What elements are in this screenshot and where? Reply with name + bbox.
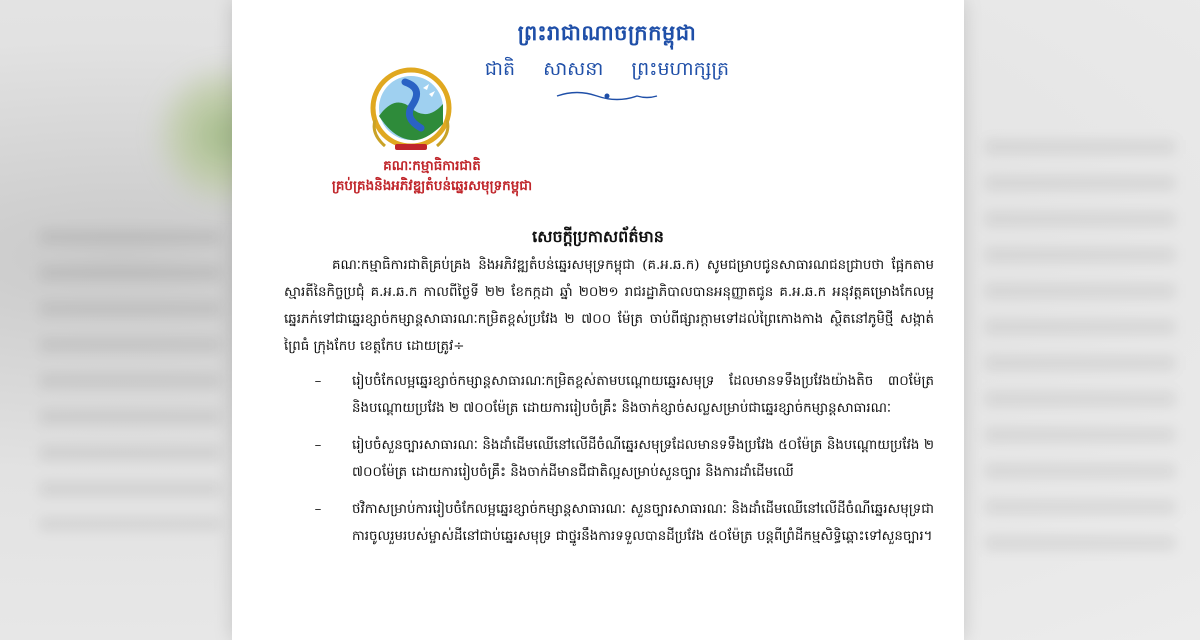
ornament-divider (547, 89, 667, 103)
organization-name-line2: គ្រប់គ្រងនិងអភិវឌ្ឍតំបន់ឆ្នេរសមុទ្រកម្ពុជា (331, 178, 533, 194)
organization-name (282, 156, 582, 196)
notice-title: សេចក្តីប្រកាសព័ត៌មាន (532, 227, 664, 246)
document-page (232, 0, 964, 640)
blurred-text-right (985, 140, 1175, 560)
list-item (284, 496, 934, 550)
notice-intro-paragraph: គណៈកម្មាធិការជាតិគ្រប់គ្រង និងអភិវឌ្ឍតំបន់ឆ្នេរសមុទ្រកម្ពុជា (គ.អ.ឆ.ក) សូមជម្រាបជូនសាធារណជនជ្រាបថា ផ្អែកតាមស្មារតីនៃកិច្ចប្រជុំ គ.អ.ឆ.ក កាលពីថ្ងៃទី ២២ ខែកក្កដា ឆ្នាំ ២០២១ រាជរដ្ឋាភិបាលបានអនុញ្ញាតជូន គ.អ.ឆ.ក អនុវត្តគម្រោងកែលម្អឆ្នេរភក់ទៅជាឆ្នេរខ្សាច់កម្សាន្តសាធារណៈកម្រិតខ្ពស់ប្រវែង ២ ៧០០ ម៉ែត្រ ចាប់ពីផ្សារក្តាមទៅដល់ព្រៃកោងកាង ស្ថិតនៅភូមិថ្មី សង្កាត់ព្រៃធំ ក្រុងកែប ខេត្តកែប ដោយត្រូវ÷ (284, 258, 934, 354)
organization-name-line1: គណៈកម្មាធិការជាតិ (383, 158, 481, 174)
kingdom-title: ព្រះរាជាណាចក្រកម្ពុជា (517, 20, 697, 45)
list-item (284, 368, 934, 422)
bullet-marker: – (314, 438, 322, 453)
bullet-marker: – (314, 502, 322, 517)
bullet-text: រៀបចំសួនច្បារសាធារណៈ និងដាំដើមឈើនៅលើដីចំណីឆ្នេរសមុទ្រដែលមានទទឹងប្រវែង ៥០ម៉ែត្រ និងបណ្តោយប្រវែង ២ ៧០០ម៉ែត្រ ដោយការរៀបចំគ្រឹះ និងចាក់ដីមានជីជាតិល្អសម្រាប់សួនច្បារ និងការដាំដើមឈើ (352, 438, 934, 480)
bullet-text: ថវិកាសម្រាប់ការរៀបចំកែលម្អឆ្នេរខ្សាច់កម្សាន្តសាធារណៈ សួនច្បារសាធារណៈ និងដាំដើមឈើនៅលើដីចំណីឆ្នេរសមុទ្រជាការចូលរួមរបស់ម្ចាស់ដីនៅជាប់ឆ្នេរសមុទ្រ ជាថ្នូរនឹងការទទួលបានដីប្រវែង ៥០ម៉ែត្រ បន្តពីព្រំដីកម្មសិទ្ធិឆ្ពោះទៅសួនច្បារ។ (352, 502, 934, 544)
national-header (457, 20, 757, 103)
blurred-text-left (40, 230, 220, 530)
bullet-text: រៀបចំកែលម្អឆ្នេរខ្សាច់កម្សាន្តសាធារណៈកម្រិតខ្ពស់តាមបណ្តោយឆ្នេរសមុទ្រ ដែលមានទទឹងប្រវែងយ៉ាងតិច ៣០ម៉ែត្រ និងបណ្តោយប្រវែង ២ ៧០០ម៉ែត្រ ដោយការរៀបចំគ្រឹះ និងចាក់ខ្សាច់សល្លសម្រាប់ជាឆ្នេរខ្សាច់កម្សាន្តសាធារណៈ (352, 374, 934, 416)
notice-bullet-list (284, 368, 934, 550)
national-motto: ជាតិ សាសនា ព្រះមហាក្សត្រ (484, 58, 730, 80)
list-item (284, 432, 934, 486)
organization-logo (365, 64, 457, 156)
bullet-marker: – (314, 374, 322, 389)
